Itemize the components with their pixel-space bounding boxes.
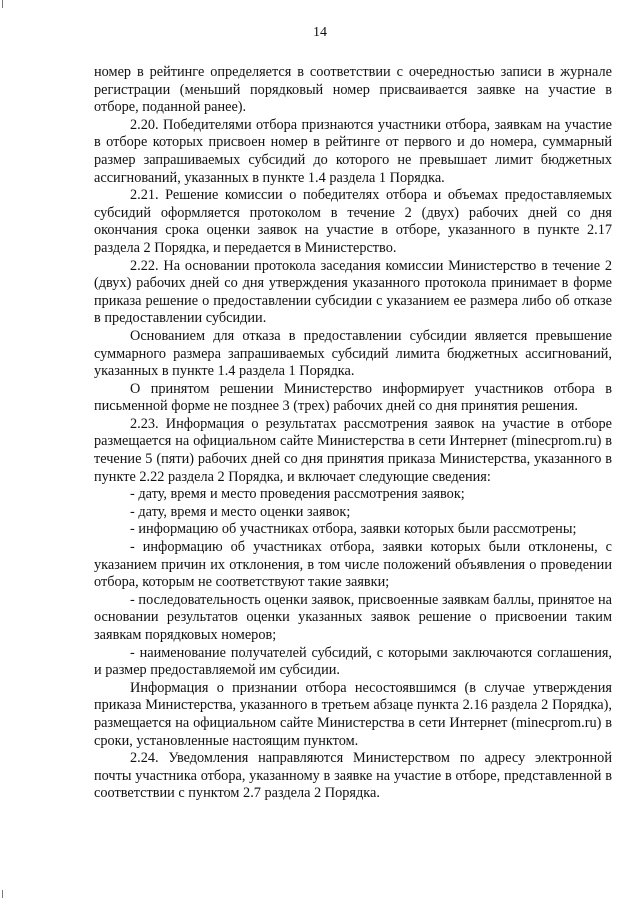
paragraph: Информация о признании отбора несостоявшимся (в случае утверждения приказа Министерства, указанного в третьем абзаце пункта 2.16 раздела 2 Порядка), размещается на официальном сайте Министерства в сети Интернет (minecprom.ru) в сроки, установленные настоящим пунктом.: [94, 679, 612, 749]
list-item: - дату, время и место оценки заявок;: [130, 503, 351, 520]
list-item: - дату, время и место проведения рассмотрения заявок;: [130, 486, 465, 503]
paragraph: 2.20. Победителями отбора признаются участники отбора, заявкам на участие в отборе которых присвоен номер в рейтинге от первого и до номера, суммарный размер запрашиваемых субсидий до которого не превышает лимит бюджетных ассигнований, указанных в пункте 1.4 раздела 1 Порядка.: [94, 116, 612, 186]
paragraph: Основанием для отказа в предоставлении субсидии является превышение суммарного размера запрашиваемых субсидий лимита бюджетных ассигнований, указанных в пункте 1.4 раздела 1 Порядка.: [94, 327, 612, 380]
paragraph: номер в рейтинге определяется в соответствии с очередностью записи в журнале регистрации (меньший порядковый номер присваивается заявке на участие в отборе, поданной ранее).: [94, 64, 612, 116]
page-number: 14: [313, 25, 327, 40]
paragraph: 2.23. Информация о результатах рассмотрения заявок на участие в отборе размещается на официальном сайте Министерства в сети Интернет (minecprom.ru) в течение 5 (пяти) рабочих дней со дня принятия приказа Министерства, указанного в пункте 2.22 раздела 2 Порядка, и включает следующие сведения:: [94, 415, 612, 485]
paragraph: 2.22. На основании протокола заседания комиссии Министерство в течение 2 (двух) рабочих дней со дня утверждения указанного протокола принимает в форме приказа решение о предоставлении субсидии с указанием ее размера либо об отказе в предоставлении субсидии.: [94, 257, 612, 327]
scan-edge-mark: [2, 890, 6, 898]
list-item: - информацию об участниках отбора, заявки которых были рассмотрены;: [130, 521, 577, 538]
paragraph: 2.24. Уведомления направляются Министерством по адресу электронной почты участника отбора, указанному в заявке на участие в отборе, представленной в соответствии с пунктом 2.7 раздела 2 Порядка.: [94, 750, 612, 802]
scan-edge-mark: [2, 0, 6, 8]
list-item: - наименование получателей субсидий, с которыми заключаются соглашения, и размер предоставляемой им субсидии.: [94, 644, 612, 679]
list-item: - последовательность оценки заявок, присвоенные заявкам баллы, принятое на основании результатов оценки указанных заявок решение о присвоении таким заявкам порядковых номеров;: [94, 591, 612, 643]
paragraph: 2.21. Решение комиссии о победителях отбора и объемах предоставляемых субсидий оформляется протоколом в течение 2 (двух) рабочих дней со дня окончания срока оценки заявок на участие в отборе, указанного в пункте 2.17 раздела 2 Порядка, и передается в Министерство.: [94, 187, 612, 256]
paragraph: О принятом решении Министерство информирует участников отбора в письменной форме не позднее 3 (трех) рабочих дней со дня принятия решения.: [94, 380, 612, 415]
list-item: - информацию об участниках отбора, заявки которых были отклонены, с указанием причин их отклонения, в том числе положений объявления о проведении отбора, которым не соответствуют такие заявки;: [94, 539, 612, 591]
document-body: [94, 64, 612, 803]
